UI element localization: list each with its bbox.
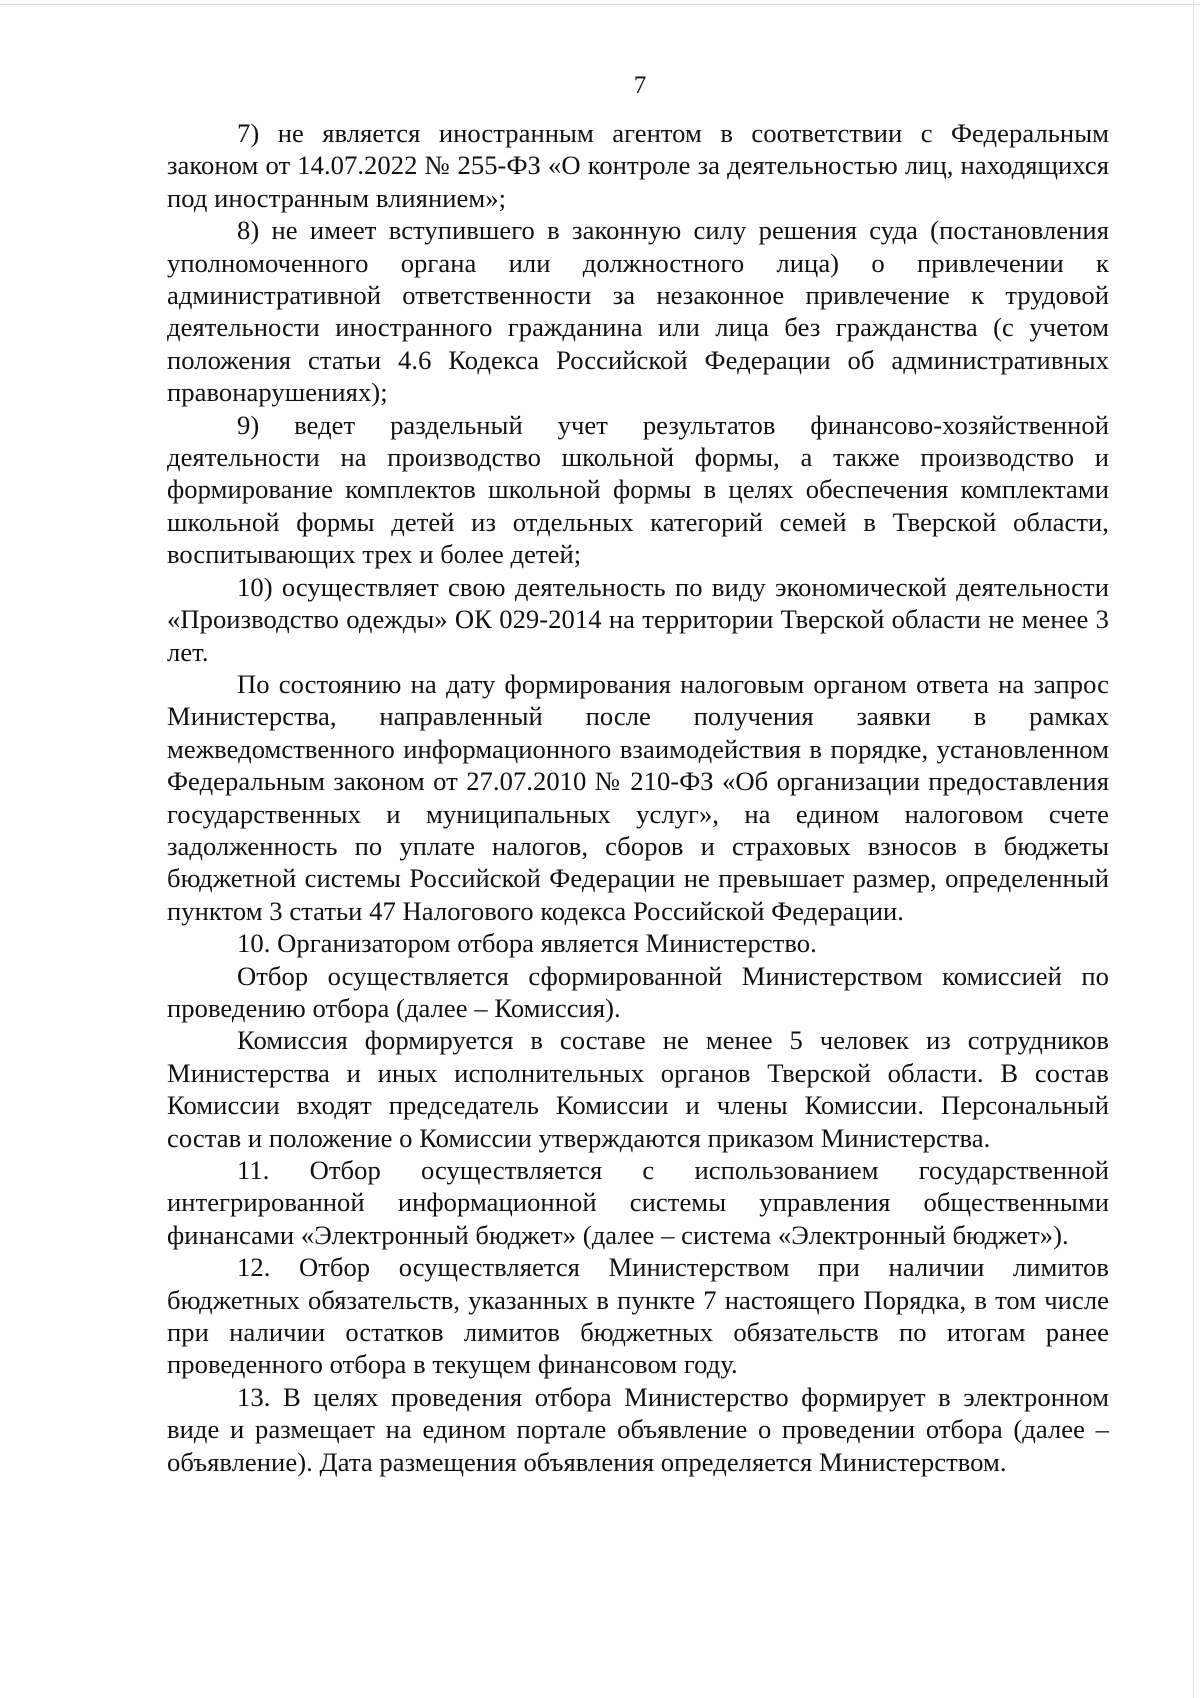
scan-edge-top xyxy=(0,4,1200,5)
paragraph-item-7: 7) не является иностранным агентом в соответствии с Федеральным законом от 14.07.2022 № 255-ФЗ «О контроле за деятельностью лиц, находящихся под иностранным влиянием»; xyxy=(167,118,1109,213)
paragraph-item-10: 10) осуществляет свою деятельность по виду экономической деятельности «Производство одежды» ОК 029-2014 на территории Тверской области не менее 3 лет. xyxy=(167,571,1109,667)
paragraph-commission-composition: Комиссия формируется в составе не менее 5 человек из сотрудников Министерства и иных исполнительных органов Тверской области. В состав Комиссии входят председатель Комиссии и члены Комиссии. Персональный состав и положение о Комиссии утверждаются приказом Министерства. xyxy=(167,1025,1109,1153)
paragraph-clause-11: 11. Отбор осуществляется с использованием государственной интегрированной информационной системы управления общественными финансами «Электронный бюджет» (далее – система «Электронный бюджет»). xyxy=(167,1155,1109,1250)
paragraph-item-9: 9) ведет раздельный учет результатов финансово-хозяйственной деятельности на производство школьной формы, а также производство и формирование комплектов школьной формы в целях обеспечения комплектами школьной формы детей из отдельных категорий семей в Тверской области, воспитывающих трех и более детей; xyxy=(167,409,1109,570)
paragraph-tax-debt: По состоянию на дату формирования налоговым органом ответа на запрос Министерства, направленный после получения заявки в рамках межведомственного информационного взаимодействия в порядке, установленном Федеральным законом от 27.07.2010 № 210-ФЗ «Об организации предоставления государственных и муниципальных услуг», на едином налоговом счете задолженность по уплате налогов, сборов и страховых взносов в бюджеты бюджетной системы Российской Федерации не превышает размер, определенный пунктом 3 статьи 47 Налогового кодекса Российской Федерации. xyxy=(167,668,1109,926)
scan-edge-right xyxy=(1193,0,1194,1698)
paragraph-clause-12: 12. Отбор осуществляется Министерством при наличии лимитов бюджетных обязательств, указанных в пункте 7 настоящего Порядка, в том числе при наличии остатков лимитов бюджетных обязательств по итогам ранее проведенного отбора в текущем финансовом году. xyxy=(167,1252,1109,1380)
paragraph-clause-10: 10. Организатором отбора является Министерство. xyxy=(237,928,817,959)
paragraph-commission: Отбор осуществляется сформированной Министерством комиссией по проведению отбора (далее – Комиссия). xyxy=(167,960,1109,1023)
document-body xyxy=(167,117,1109,1478)
paragraph-clause-13: 13. В целях проведения отбора Министерство формирует в электронном виде и размещает на едином портале объявление о проведении отбора (далее – объявление). Дата размещения объявления определяется Министерством. xyxy=(167,1381,1109,1477)
paragraph-item-8: 8) не имеет вступившего в законную силу решения суда (постановления уполномоченного органа или должностного лица) о привлечении к административной ответственности за незаконное привлечение к трудовой деятельности иностранного гражданина или лица без гражданства (с учетом положения статьи 4.6 Кодекса Российской Федерации об административных правонарушениях); xyxy=(167,215,1109,408)
page-number: 7 xyxy=(633,72,647,99)
